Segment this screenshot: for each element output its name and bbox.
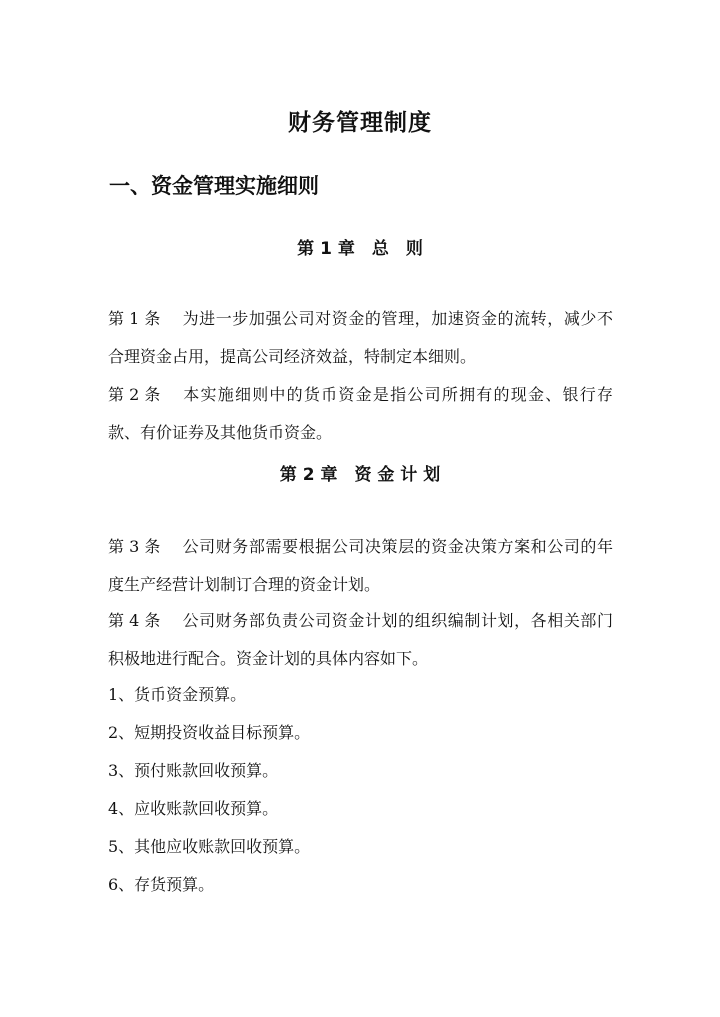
document-title: 财务管理制度 bbox=[288, 110, 432, 136]
article-4-label: 第 4 条 bbox=[108, 611, 161, 630]
list-item: 6、存货预算。 bbox=[108, 875, 215, 894]
list-item: 1、货币资金预算。 bbox=[108, 685, 247, 704]
article-4-text: 公司财务部负责公司资金计划的组织编制计划，各相关部门积极地进行配合。资金计划的具体内容如下。 bbox=[108, 611, 613, 668]
chapter-2-heading: 第 2 章 资 金 计 划 bbox=[279, 465, 441, 485]
article-1-text: 为进一步加强公司对资金的管理，加速资金的流转，减少不合理资金占用，提高公司经济效益，特制定本细则。 bbox=[108, 309, 613, 366]
article-2-label: 第 2 条 bbox=[108, 385, 161, 404]
article-2-text: 本实施细则中的货币资金是指公司所拥有的现金、银行存款、有价证券及其他货币资金。 bbox=[108, 385, 613, 442]
article-4 bbox=[108, 602, 613, 678]
chapter-1-heading: 第 1 章 总 则 bbox=[297, 239, 423, 259]
article-3 bbox=[108, 528, 613, 604]
article-1-label: 第 1 条 bbox=[108, 309, 161, 328]
section-title: 一、资金管理实施细则 bbox=[109, 174, 319, 198]
article-3-label: 第 3 条 bbox=[108, 537, 161, 556]
list-item: 3、预付账款回收预算。 bbox=[108, 761, 279, 780]
article-2 bbox=[108, 376, 613, 452]
article-1 bbox=[108, 300, 613, 376]
list-item: 2、短期投资收益目标预算。 bbox=[108, 723, 311, 742]
list-item: 4、应收账款回收预算。 bbox=[108, 799, 279, 818]
article-3-text: 公司财务部需要根据公司决策层的资金决策方案和公司的年度生产经营计划制订合理的资金计划。 bbox=[108, 537, 613, 594]
list-item: 5、其他应收账款回收预算。 bbox=[108, 837, 311, 856]
